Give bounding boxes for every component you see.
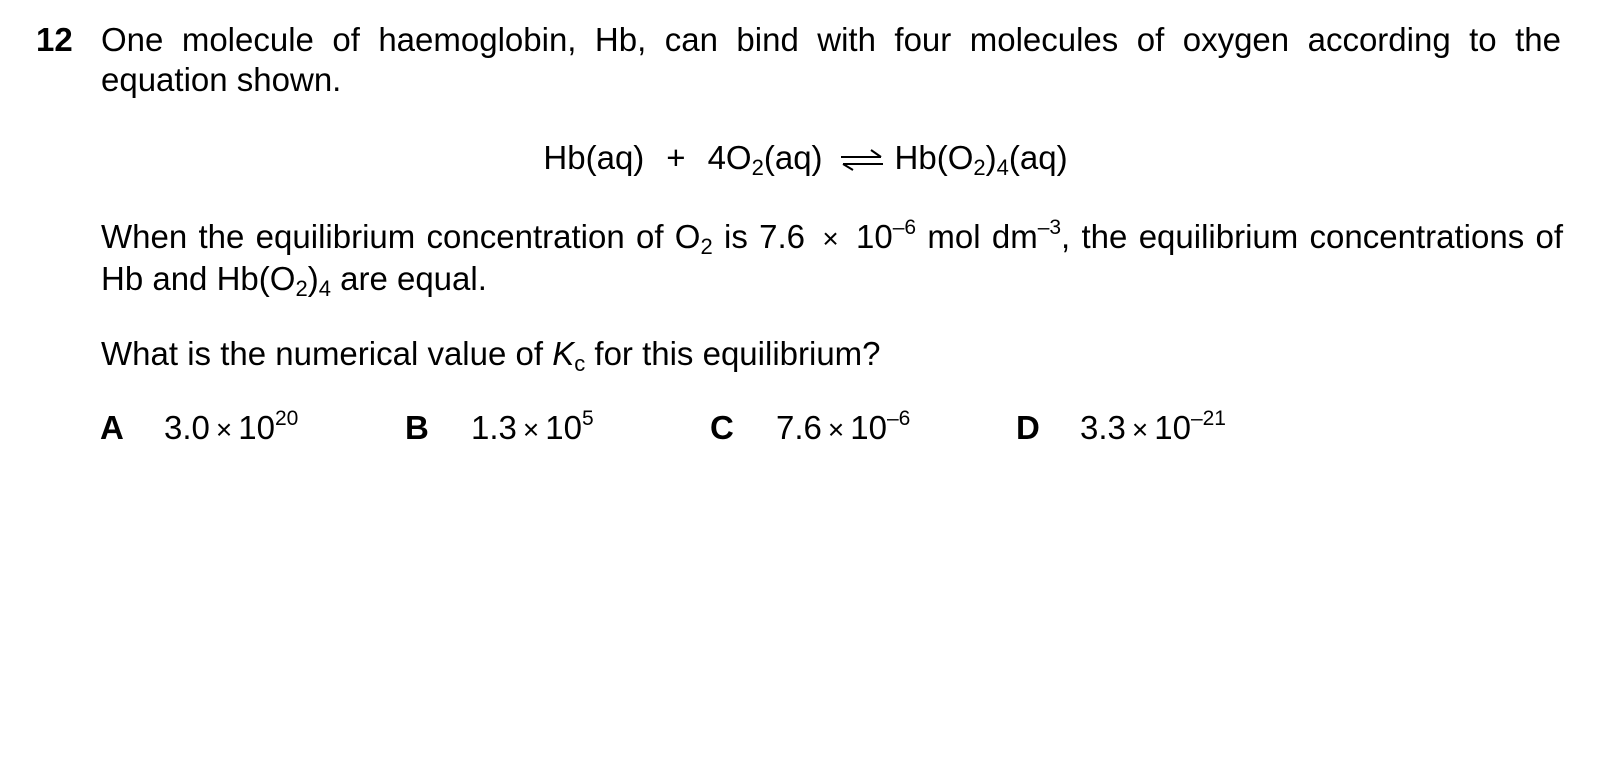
reactant-hb: Hb(aq) [543,139,645,176]
option-d[interactable] [1016,408,1226,450]
question-prompt: What is the numerical value of $K_c$ for this equilibrium? [101,335,881,376]
option-letter: A [100,409,124,446]
question-stem: One molecule of haemoglobin, Hb, can bind with four molecules of oxygen according to the equation shown. [101,21,1561,98]
option-c[interactable] [710,408,910,450]
question-number: 12 [36,21,73,58]
option-a[interactable] [100,408,298,450]
option-b[interactable] [405,408,594,450]
option-letter: B [405,409,429,446]
equilibrium-info: When the equilibrium concentration of $O_2$ is $7.6 \times 10^{-6}$ mol $dm^{-3}$, the equilibrium concentrations of Hb and $Hb(O_2)_4$ are equal. [101,216,1564,301]
option-letter: D [1016,409,1040,446]
chemical-equation [0,136,1611,180]
option-letter: C [710,409,734,446]
reactant-oxygen: $4O_2(aq)$ [707,139,823,180]
equilibrium-arrow-icon [839,149,885,171]
product-oxyhaemoglobin: $Hb(O_2)_4(aq)$ [894,139,1068,180]
option-value: $3.3 \times 10^{-21}$ [1080,407,1226,446]
plus-sign: + [666,139,686,176]
option-value: $3.0 \times 10^{20}$ [164,407,299,446]
option-value: $1.3 \times 10^5$ [471,407,594,446]
option-value: $7.6 \times 10^{-6}$ [776,407,911,446]
